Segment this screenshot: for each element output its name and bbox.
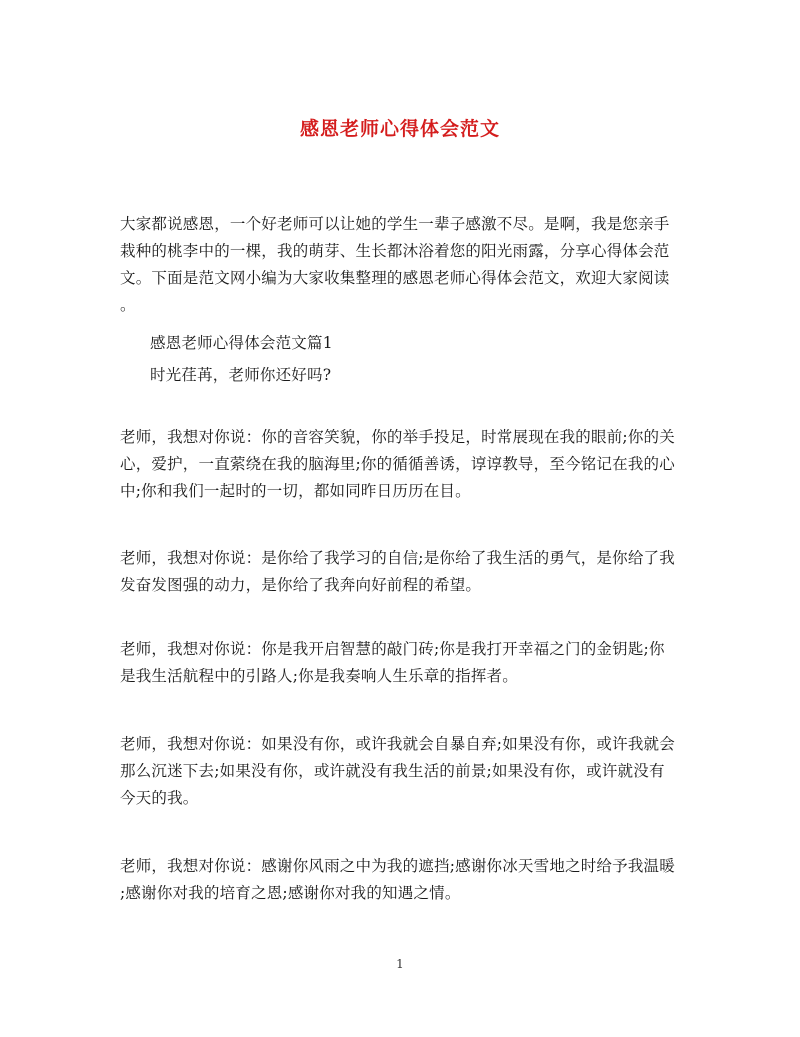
paragraph-without-you	[120, 731, 682, 812]
paragraph-intro	[120, 211, 682, 319]
paragraph-guide	[120, 636, 682, 690]
paragraph-memories	[120, 424, 682, 505]
document-title: 感恩老师心得体会范文	[299, 118, 500, 140]
text-line: 老师，我想对你说：是你给了我学习的自信;是你给了我生活的勇气，是你给了我	[120, 549, 675, 567]
text-line: 感恩老师心得体会范文篇1	[150, 334, 333, 352]
text-line: 大家都说感恩，一个好老师可以让她的学生一辈子感激不尽。是啊，我是您亲手	[120, 215, 670, 233]
text-line: 中;你和我们一起时的一切，都如同昨日历历在目。	[120, 482, 471, 500]
text-line: 。	[120, 296, 136, 314]
text-line: 是我生活航程中的引路人;你是我奏响人生乐章的指挥者。	[120, 667, 518, 685]
text-line: 文。下面是范文网小编为大家收集整理的感恩老师心得体会范文，欢迎大家阅读	[120, 269, 670, 287]
text-line: 那么沉迷下去;如果没有你，或许就没有我生活的前景;如果没有你，或许就没有	[120, 762, 665, 780]
text-line: 心，爱护，一直萦绕在我的脑海里;你的循循善诱，谆谆教导，至今铭记在我的心	[120, 455, 675, 473]
text-line: 发奋发图强的动力，是你给了我奔向好前程的希望。	[120, 576, 482, 594]
text-line: 老师，我想对你说：感谢你风雨之中为我的遮挡;感谢你冰天雪地之时给予我温暖	[120, 857, 675, 875]
page-number: 1	[396, 957, 404, 971]
text-line: 老师，我想对你说：你的音容笑貌，你的举手投足，时常展现在我的眼前;你的关	[120, 428, 675, 446]
text-line: 时光荏苒，老师你还好吗?	[150, 366, 332, 384]
paragraph-confidence	[120, 545, 682, 599]
text-line: 老师，我想对你说：如果没有你，或许我就会自暴自弃;如果没有你，或许我就会	[120, 735, 675, 753]
text-line: 老师，我想对你说：你是我开启智慧的敲门砖;你是我打开幸福之门的金钥匙;你	[120, 640, 665, 658]
paragraph-opening	[150, 362, 712, 389]
text-line: 今天的我。	[120, 789, 199, 807]
paragraph-gratitude	[120, 853, 682, 907]
section-heading	[150, 330, 712, 357]
text-line: 栽种的桃李中的一棵，我的萌芽、生长都沐浴着您的阳光雨露，分享心得体会范	[120, 242, 670, 260]
text-line: ;感谢你对我的培育之恩;感谢你对我的知遇之情。	[120, 884, 461, 902]
